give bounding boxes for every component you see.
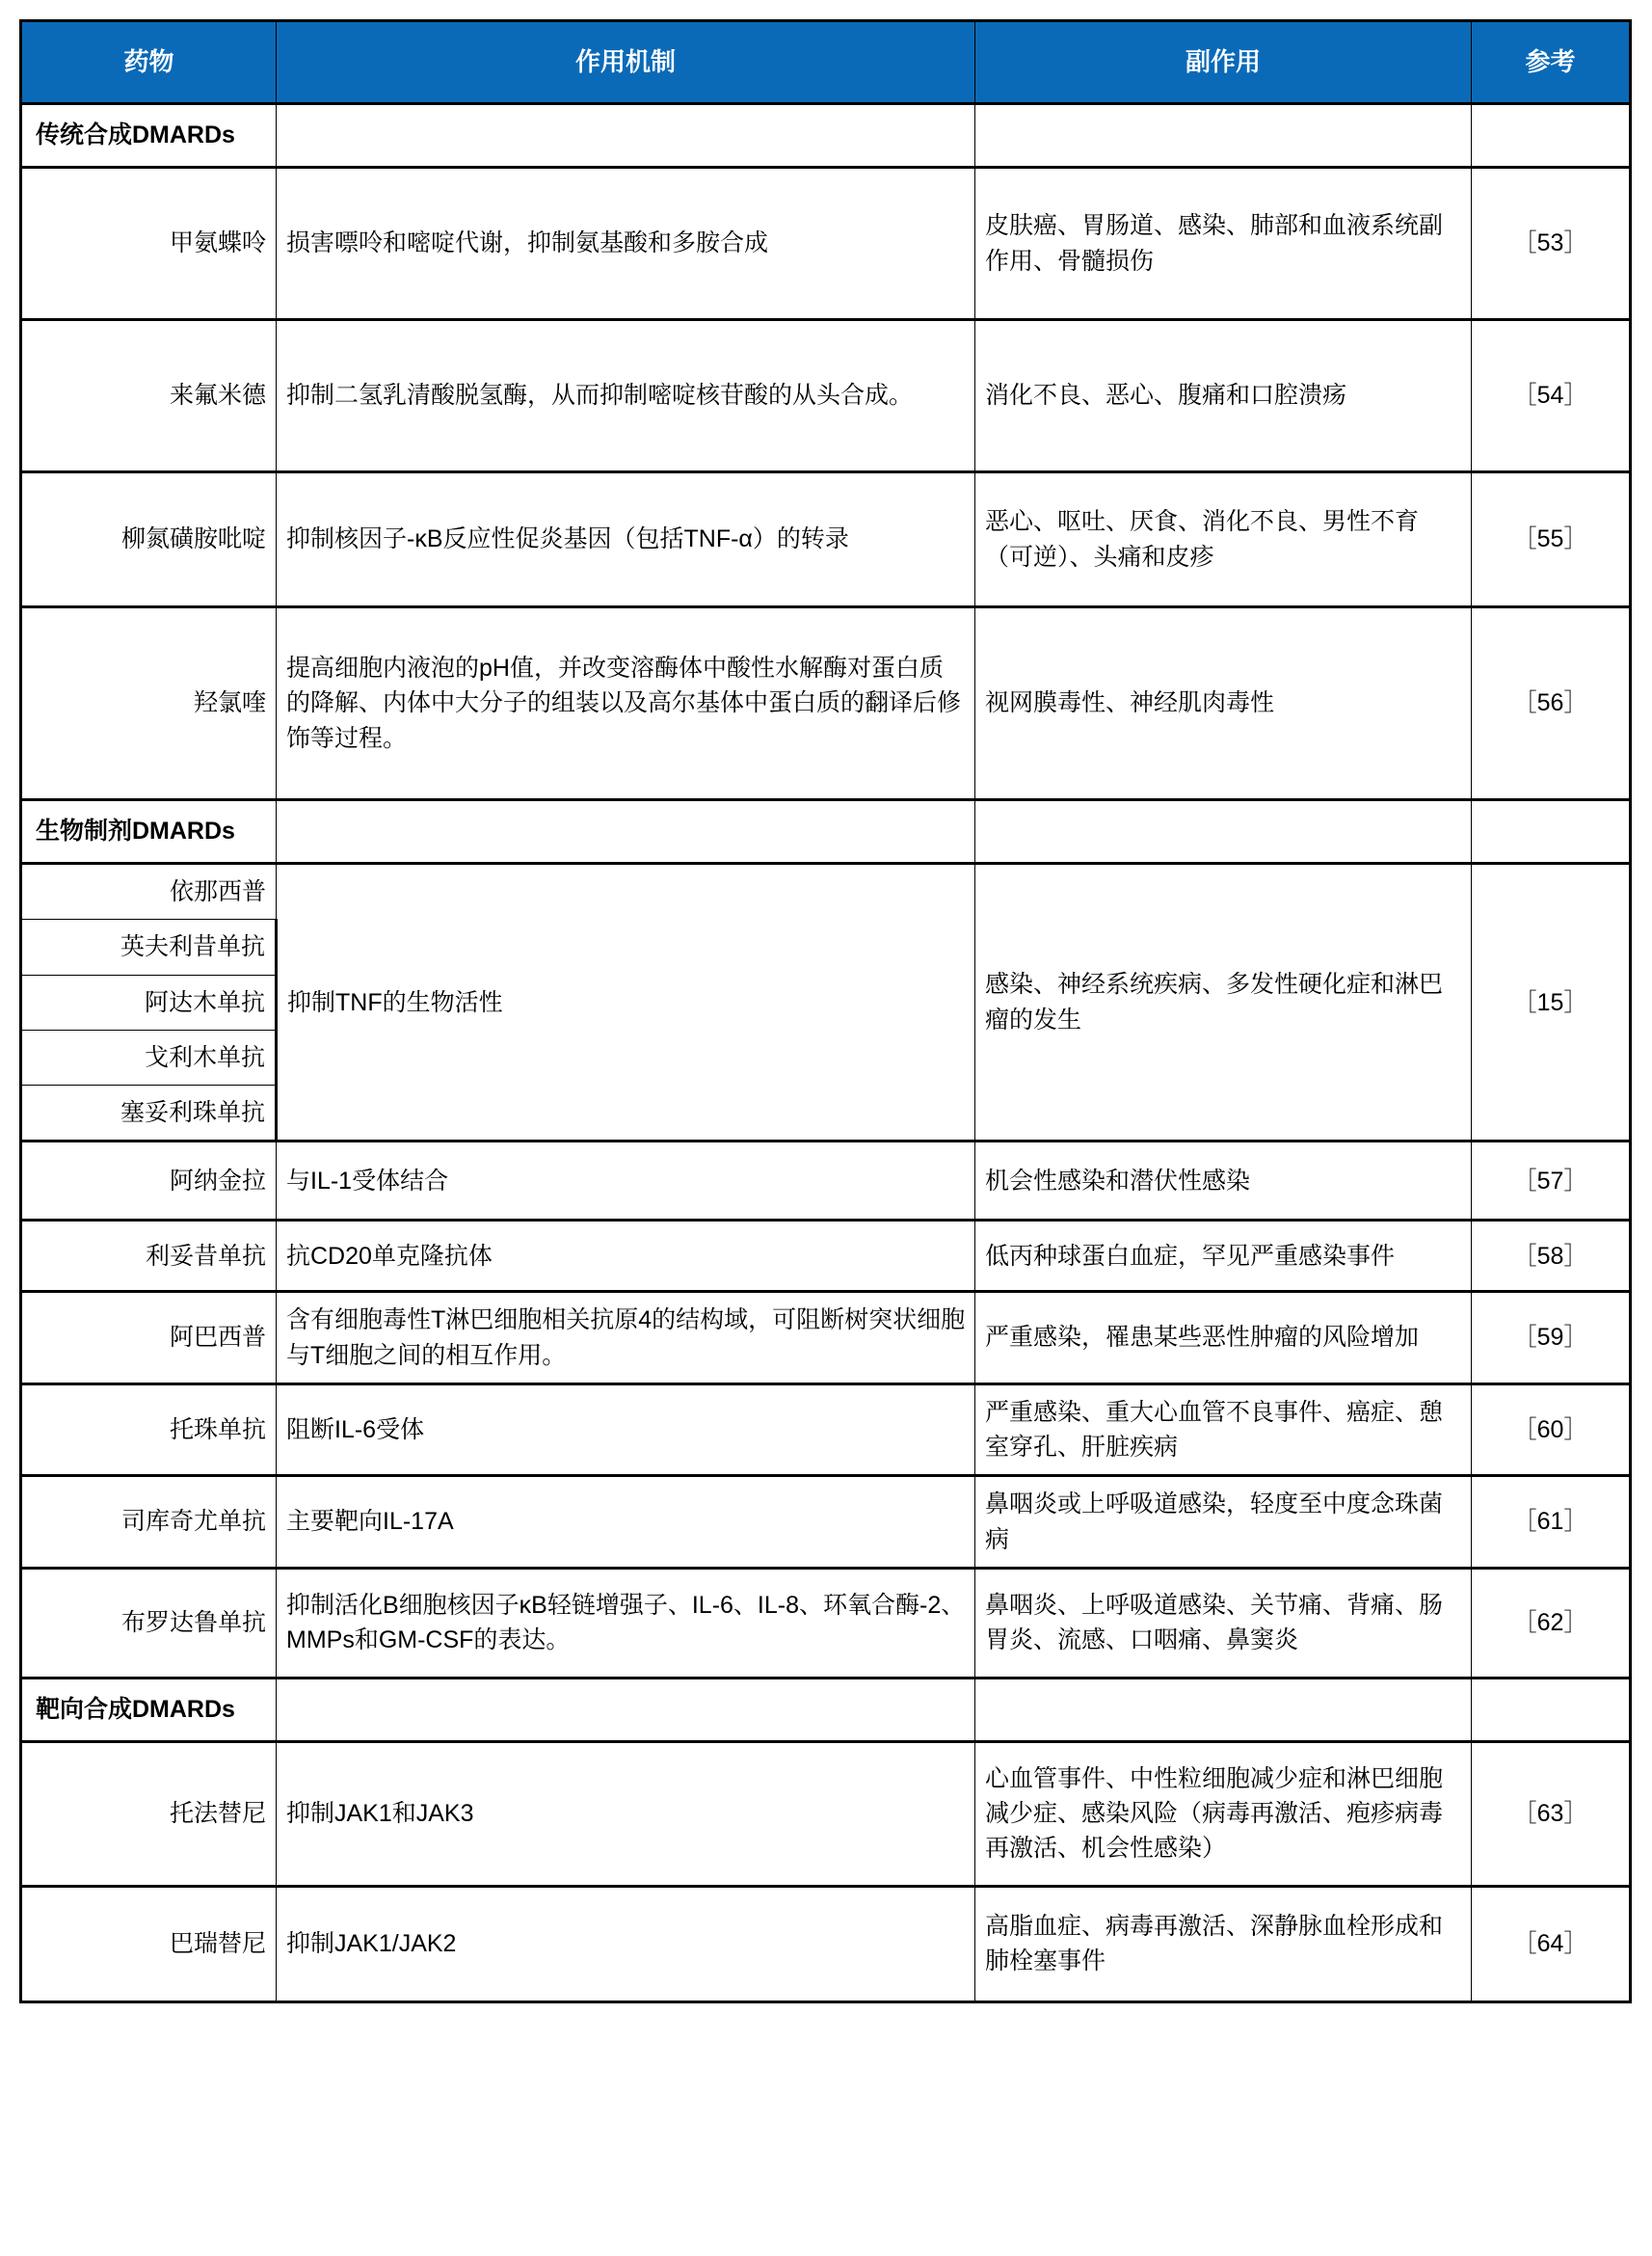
- drug-mechanism: 抗CD20单克隆抗体: [277, 1221, 975, 1292]
- table-row: [21, 1568, 1631, 1678]
- drug-reference: ［53］: [1472, 168, 1631, 320]
- section-empty-side-effects: [975, 800, 1472, 864]
- drug-side-effects: 鼻咽炎或上呼吸道感染，轻度至中度念珠菌病: [975, 1476, 1472, 1569]
- column-header-mechanism: 作用机制: [277, 21, 975, 104]
- table-row: [21, 1383, 1631, 1476]
- drug-side-effects: 严重感染、重大心血管不良事件、癌症、憩室穿孔、肝脏疾病: [975, 1383, 1472, 1476]
- section-empty-reference: [1472, 800, 1631, 864]
- drug-name: 柳氮磺胺吡啶: [21, 472, 277, 607]
- table-row: [21, 168, 1631, 320]
- drug-mechanism: 含有细胞毒性T淋巴细胞相关抗原4的结构域，可阻断树突状细胞与T细胞之间的相互作用。: [277, 1292, 975, 1384]
- drug-name: 阿达木单抗: [21, 975, 277, 1030]
- section-header-row: [21, 104, 1631, 168]
- table-row: [21, 1741, 1631, 1886]
- drug-mechanism: 主要靶向IL-17A: [277, 1476, 975, 1569]
- drug-reference: ［64］: [1472, 1886, 1631, 2001]
- drug-reference: ［62］: [1472, 1568, 1631, 1678]
- group-mechanism: 抑制TNF的生物活性: [277, 864, 975, 1141]
- table-row: [21, 1141, 1631, 1221]
- drug-name: 甲氨蝶呤: [21, 168, 277, 320]
- drug-name: 利妥昔单抗: [21, 1221, 277, 1292]
- drug-reference: ［54］: [1472, 320, 1631, 472]
- group-reference: ［15］: [1472, 864, 1631, 1141]
- drug-name: 英夫利昔单抗: [21, 920, 277, 975]
- drug-reference: ［55］: [1472, 472, 1631, 607]
- section-empty-reference: [1472, 104, 1631, 168]
- section-empty-side-effects: [975, 104, 1472, 168]
- section-label-biologic: 生物制剂DMARDs: [21, 800, 277, 864]
- drug-name: 来氟米德: [21, 320, 277, 472]
- drug-mechanism: 阻断IL-6受体: [277, 1383, 975, 1476]
- section-label-targeted: 靶向合成DMARDs: [21, 1678, 277, 1741]
- column-header-reference: 参考: [1472, 21, 1631, 104]
- drug-side-effects: 机会性感染和潜伏性感染: [975, 1141, 1472, 1221]
- table-row: [21, 320, 1631, 472]
- drug-name: 戈利木单抗: [21, 1030, 277, 1085]
- drug-name: 布罗达鲁单抗: [21, 1568, 277, 1678]
- drug-side-effects: 鼻咽炎、上呼吸道感染、关节痛、背痛、肠胃炎、流感、口咽痛、鼻窦炎: [975, 1568, 1472, 1678]
- table-body: [21, 104, 1631, 2002]
- drug-mechanism: 抑制JAK1/JAK2: [277, 1886, 975, 2001]
- drug-side-effects: 皮肤癌、胃肠道、感染、肺部和血液系统副作用、骨髓损伤: [975, 168, 1472, 320]
- drug-reference: ［63］: [1472, 1741, 1631, 1886]
- drug-side-effects: 恶心、呕吐、厌食、消化不良、男性不育（可逆）、头痛和皮疹: [975, 472, 1472, 607]
- drug-mechanism: 抑制JAK1和JAK3: [277, 1741, 975, 1886]
- table-header: [21, 21, 1631, 104]
- table-row: [21, 1476, 1631, 1569]
- section-header-row: [21, 1678, 1631, 1741]
- drug-side-effects: 严重感染，罹患某些恶性肿瘤的风险增加: [975, 1292, 1472, 1384]
- drug-name: 羟氯喹: [21, 607, 277, 800]
- drug-side-effects: 高脂血症、病毒再激活、深静脉血栓形成和肺栓塞事件: [975, 1886, 1472, 2001]
- drug-side-effects: 视网膜毒性、神经肌肉毒性: [975, 607, 1472, 800]
- drug-reference: ［59］: [1472, 1292, 1631, 1384]
- drug-mechanism: 抑制二氢乳清酸脱氢酶，从而抑制嘧啶核苷酸的从头合成。: [277, 320, 975, 472]
- drug-reference: ［57］: [1472, 1141, 1631, 1221]
- table-row: [21, 864, 1631, 920]
- drug-reference: ［58］: [1472, 1221, 1631, 1292]
- drug-mechanism: 提高细胞内液泡的pH值，并改变溶酶体中酸性水解酶对蛋白质的降解、内体中大分子的组装以及高尔基体中蛋白质的翻译后修饰等过程。: [277, 607, 975, 800]
- drug-name: 托珠单抗: [21, 1383, 277, 1476]
- dmards-table: [19, 19, 1632, 2003]
- drug-side-effects: 低丙种球蛋白血症，罕见严重感染事件: [975, 1221, 1472, 1292]
- drug-mechanism: 损害嘌呤和嘧啶代谢，抑制氨基酸和多胺合成: [277, 168, 975, 320]
- drug-reference: ［56］: [1472, 607, 1631, 800]
- table-row: [21, 607, 1631, 800]
- drug-reference: ［60］: [1472, 1383, 1631, 1476]
- column-header-drug: 药物: [21, 21, 277, 104]
- section-label-conventional: 传统合成DMARDs: [21, 104, 277, 168]
- drug-mechanism: 与IL-1受体结合: [277, 1141, 975, 1221]
- drug-mechanism: 抑制核因子-κB反应性促炎基因（包括TNF-α）的转录: [277, 472, 975, 607]
- drug-name: 巴瑞替尼: [21, 1886, 277, 2001]
- drug-side-effects: 消化不良、恶心、腹痛和口腔溃疡: [975, 320, 1472, 472]
- table-row: [21, 472, 1631, 607]
- drug-reference: ［61］: [1472, 1476, 1631, 1569]
- table-row: [21, 1886, 1631, 2001]
- drug-mechanism: 抑制活化B细胞核因子κB轻链增强子、IL-6、IL-8、环氧合酶-2、MMPs和GM-CSF的表达。: [277, 1568, 975, 1678]
- section-empty-mechanism: [277, 104, 975, 168]
- drug-name: 阿纳金拉: [21, 1141, 277, 1221]
- section-empty-mechanism: [277, 800, 975, 864]
- section-empty-side-effects: [975, 1678, 1472, 1741]
- drug-name: 塞妥利珠单抗: [21, 1086, 277, 1141]
- header-row: [21, 21, 1631, 104]
- column-header-side-effects: 副作用: [975, 21, 1472, 104]
- drug-name: 司库奇尤单抗: [21, 1476, 277, 1569]
- drug-name: 托法替尼: [21, 1741, 277, 1886]
- table-row: [21, 1221, 1631, 1292]
- section-empty-mechanism: [277, 1678, 975, 1741]
- section-header-row: [21, 800, 1631, 864]
- group-side-effects: 感染、神经系统疾病、多发性硬化症和淋巴瘤的发生: [975, 864, 1472, 1141]
- drug-name: 阿巴西普: [21, 1292, 277, 1384]
- drug-side-effects: 心血管事件、中性粒细胞减少症和淋巴细胞减少症、感染风险（病毒再激活、疱疹病毒再激活、机会性感染）: [975, 1741, 1472, 1886]
- table-row: [21, 1292, 1631, 1384]
- drug-name: 依那西普: [21, 864, 277, 920]
- section-empty-reference: [1472, 1678, 1631, 1741]
